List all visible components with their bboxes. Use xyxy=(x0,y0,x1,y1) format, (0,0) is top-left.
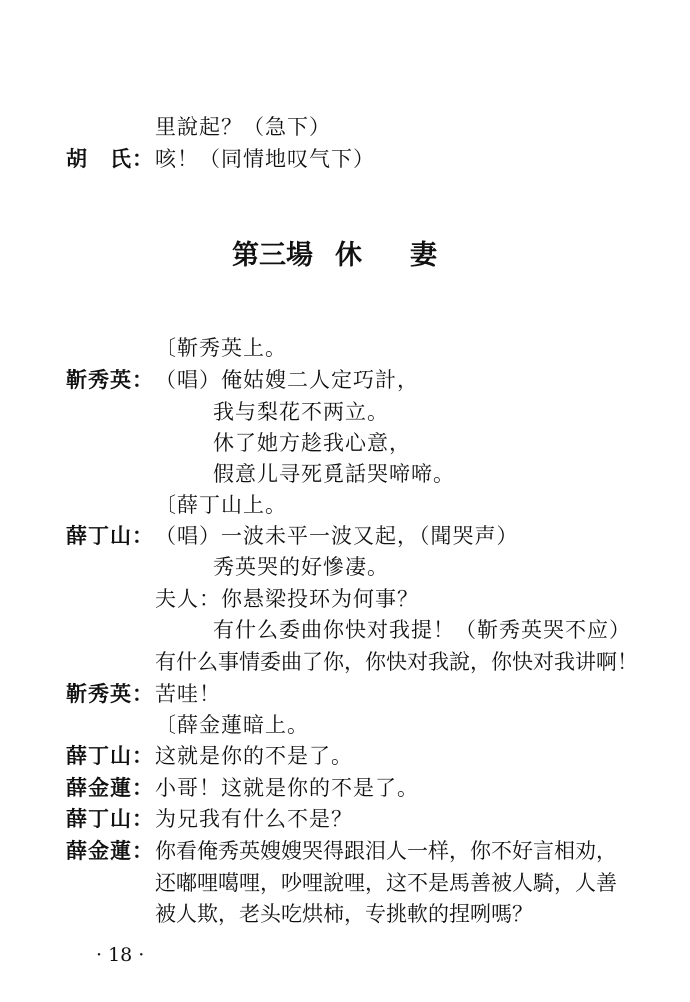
scene-title-word-1: 休 xyxy=(335,240,362,271)
verse-line: 有什么委曲你快对我提！（靳秀英哭不应） xyxy=(213,618,631,642)
stage-direction: 〔薛丁山上。 xyxy=(155,493,287,517)
dialogue-line: （唱）俺姑嫂二人定巧計， xyxy=(155,368,419,392)
speaker-label: 靳秀英： xyxy=(66,681,154,706)
speaker-label: 靳秀英： xyxy=(66,367,154,392)
dialogue-line: 咳！（同情地叹气下） xyxy=(155,147,375,171)
speaker-label: 胡 氏： xyxy=(66,146,154,171)
stage-direction: 〔靳秀英上。 xyxy=(155,336,287,360)
verse-line: 有什么事情委曲了你，你快对我說，你快对我讲啊！ xyxy=(155,650,638,674)
verse-line: 夫人：你悬梁投环为何事？ xyxy=(155,587,419,611)
dialogue-line: （唱）一波未平一波又起，（聞哭声） xyxy=(155,524,519,548)
verse-line: 休了她方趁我心意， xyxy=(213,431,411,455)
verse-line: 秀英哭的好慘凄。 xyxy=(213,555,389,579)
stage-direction: 〔薛金蓮暗上。 xyxy=(155,713,309,737)
scene-title xyxy=(232,238,437,274)
continuation-line: 里說起？（急下） xyxy=(155,115,331,139)
speaker-label: 薛丁山： xyxy=(66,806,154,831)
verse-line: 我与梨花不两立。 xyxy=(213,400,389,424)
scene-title-word-2: 妻 xyxy=(410,240,437,271)
dialogue-line: 苦哇！ xyxy=(155,682,221,706)
dialogue-line: 小哥！这就是你的不是了。 xyxy=(155,776,419,800)
dialogue-line: 被人欺，老头吃烘柿，专挑軟的捏咧嗎？ xyxy=(155,902,533,926)
page-number: · 18 · xyxy=(96,944,145,966)
dialogue-line: 为兄我有什么不是？ xyxy=(155,807,353,831)
dialogue-line: 这就是你的不是了。 xyxy=(155,744,353,768)
verse-line: 假意儿寻死覓話哭啼啼。 xyxy=(213,462,455,486)
speaker-label: 薛金蓮： xyxy=(66,838,154,863)
scene-title-number: 第三場 xyxy=(232,240,313,271)
speaker-label: 薛丁山： xyxy=(66,523,154,548)
dialogue-line: 还嘟哩噶哩，吵哩說哩，这不是馬善被人騎，人善 xyxy=(155,871,617,895)
dialogue-line: 你看俺秀英嫂嫂哭得跟泪人一样，你不好言相劝， xyxy=(155,839,617,863)
speaker-label: 薛丁山： xyxy=(66,743,154,768)
speaker-label: 薛金蓮： xyxy=(66,775,154,800)
